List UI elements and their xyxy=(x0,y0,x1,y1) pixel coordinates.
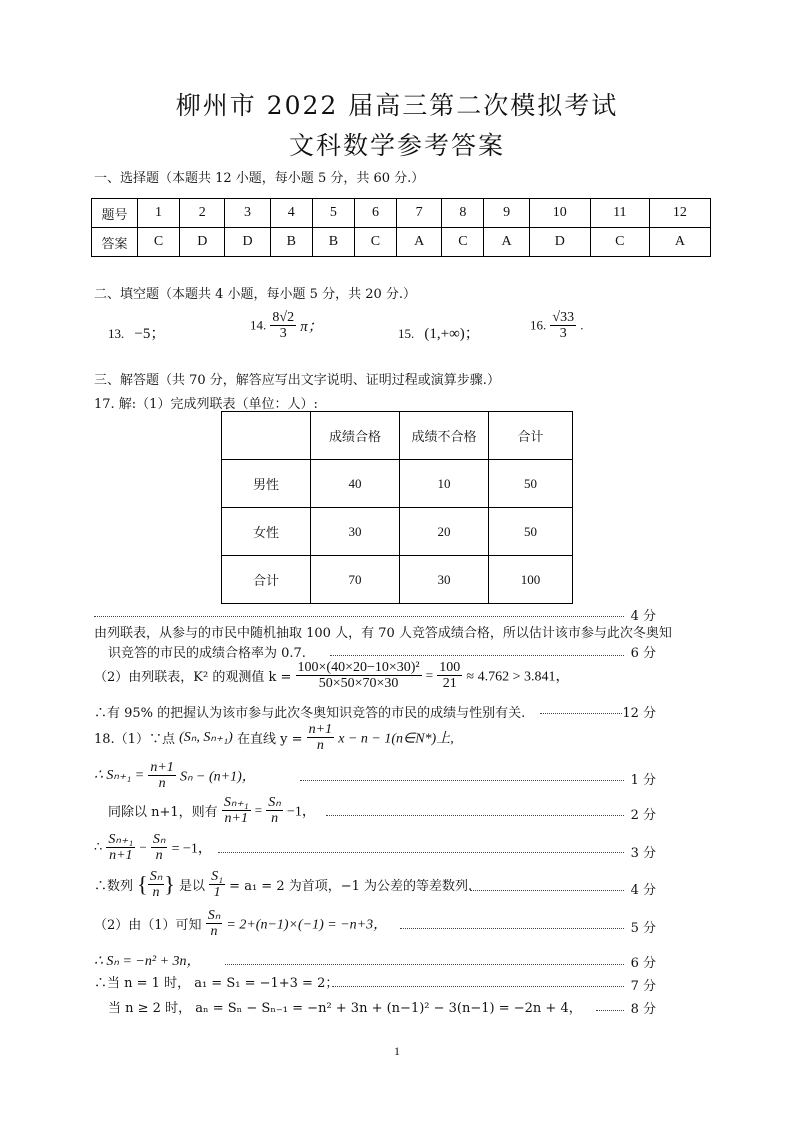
l3-prefix: 同除以 n+1，则有 xyxy=(108,805,218,820)
l5-fraction xyxy=(148,869,165,900)
l5-numerator: Sₙ xyxy=(149,869,163,884)
score-label: 2 分 xyxy=(630,808,656,823)
l3-fraction-1 xyxy=(222,795,251,826)
table-header-row xyxy=(222,412,573,460)
right-brace: } xyxy=(164,871,175,897)
q17-conclusion: ∴有 95% 的把握认为该市参与此次冬奥知识竞答的市民的成绩与性别有关. xyxy=(94,706,526,721)
q13-label: 13. xyxy=(108,326,125,341)
q18-line2 xyxy=(94,760,256,791)
l4-denominator-1: n+1 xyxy=(109,848,133,863)
score-label: 6 分 xyxy=(630,956,656,971)
leader-dots xyxy=(470,890,624,891)
table-cell: 50 xyxy=(489,508,573,556)
q18-suffix: x − n − 1(n∈N*)上, xyxy=(338,731,454,747)
l4-suffix: = −1， xyxy=(171,841,212,857)
slope-fraction xyxy=(307,722,334,753)
table-cell: 20 xyxy=(400,508,489,556)
q16-denominator: 3 xyxy=(559,326,567,341)
slope-denominator: n xyxy=(316,738,324,753)
q14-numerator: 8√2 xyxy=(272,310,295,325)
l2-prefix: ∴ Sₙ₊₁ = xyxy=(94,768,145,783)
l5-denominator: n xyxy=(152,885,160,900)
table-cell: 女性 xyxy=(222,508,311,556)
section-choice-heading: 一、选择题（本题共 12 小题，每小题 5 分，共 60 分.） xyxy=(94,171,425,186)
k2-numerator: 100×(40×20−10×30)² xyxy=(297,660,420,675)
q17-para1b: 识竞答的市民的成绩合格率为 0.7. xyxy=(108,646,306,661)
q18-line4 xyxy=(94,832,212,863)
q16-label: 16. xyxy=(530,317,547,333)
q13-answer: −5； xyxy=(134,326,166,342)
l3-numerator-1: Sₙ₊₁ xyxy=(223,795,249,810)
table-cell: D xyxy=(225,228,270,257)
l6-prefix: （2）由（1）可知 xyxy=(94,918,202,933)
row-label: 答案 xyxy=(92,228,138,257)
q17-intro: 17. 解:（1）完成列联表（单位：人）: xyxy=(94,397,318,412)
q18-line1 xyxy=(94,722,454,753)
l3-fraction-2 xyxy=(266,795,283,826)
table-row xyxy=(222,556,573,604)
table-cell: 2 xyxy=(180,199,225,228)
page-number: 1 xyxy=(394,1044,400,1058)
table-header xyxy=(222,412,311,460)
table-cell: 30 xyxy=(400,556,489,604)
score-label: 12 分 xyxy=(622,706,656,721)
score-label: 1 分 xyxy=(630,773,656,788)
q16-fraction xyxy=(550,310,576,341)
table-cell: A xyxy=(397,228,442,257)
q18-line3 xyxy=(108,795,316,826)
table-cell: 12 xyxy=(649,199,710,228)
q17-part2 xyxy=(94,660,569,691)
table-cell: 男性 xyxy=(222,460,311,508)
q14-label: 14. xyxy=(250,317,267,333)
l6-fraction xyxy=(206,908,223,939)
l3-denominator-1: n+1 xyxy=(224,811,248,826)
l4-fraction-2 xyxy=(151,832,168,863)
k2-fraction-2 xyxy=(437,660,462,691)
fill-q15 xyxy=(398,322,480,343)
q18-line5 xyxy=(94,869,472,900)
left-brace: { xyxy=(137,871,148,897)
l4-prefix: ∴ xyxy=(94,840,103,855)
q15-answer: (1,+∞)； xyxy=(424,326,480,342)
q14-denominator: 3 xyxy=(279,326,287,341)
l5-numerator-2: S₁ xyxy=(211,869,224,884)
l5-denominator-2: 1 xyxy=(213,885,221,900)
score-label: 4 分 xyxy=(630,609,656,624)
table-row xyxy=(222,508,573,556)
l6-suffix: = 2+(n−1)×(−1) = −n+3， xyxy=(226,917,388,933)
table-cell: 8 xyxy=(442,199,484,228)
table-cell: 10 xyxy=(400,460,489,508)
l4-numerator-2: Sₙ xyxy=(152,832,166,847)
slope-numerator: n+1 xyxy=(308,722,333,737)
q18-mid: 在直线 y = xyxy=(236,732,303,747)
l3-numerator-2: Sₙ xyxy=(268,795,281,810)
leader-dots xyxy=(596,1010,624,1011)
table-cell: 11 xyxy=(590,199,649,228)
l5-mid: 是以 xyxy=(179,879,206,894)
leader-dots xyxy=(326,815,624,816)
l5-suffix: = a₁ = 2 为首项，−1 为公差的等差数列. xyxy=(229,879,473,894)
table-cell: 70 xyxy=(311,556,400,604)
table-cell: A xyxy=(649,228,710,257)
q16-numerator: √33 xyxy=(552,310,575,325)
k2-result: ≈ 4.762 > 3.841， xyxy=(466,669,570,685)
l5-fraction-2 xyxy=(209,869,225,900)
k2-denominator: 50×50×70×30 xyxy=(318,676,399,691)
fill-q13 xyxy=(108,322,165,343)
q16-suffix: . xyxy=(580,317,584,333)
table-header: 合计 xyxy=(489,412,573,460)
fill-q16 xyxy=(530,310,583,341)
choice-answer-table xyxy=(91,198,711,257)
l6-denominator: n xyxy=(210,924,218,939)
q18-line7: ∴ Sₙ = −n² + 3n， xyxy=(94,954,201,969)
score-label: 7 分 xyxy=(630,979,656,994)
leader-dots xyxy=(540,713,622,714)
table-cell: 40 xyxy=(311,460,400,508)
l2-numerator: n+1 xyxy=(150,760,174,775)
q18-point: (Sₙ, Sₙ₊₁) xyxy=(179,730,233,745)
table-cell: D xyxy=(529,228,590,257)
table-cell: 7 xyxy=(397,199,442,228)
table-cell: 50 xyxy=(489,460,573,508)
table-cell: C xyxy=(138,228,180,257)
table-cell: 9 xyxy=(484,199,529,228)
leader-dots xyxy=(400,928,624,929)
q14-suffix: π； xyxy=(300,319,323,335)
equals-sign: = xyxy=(425,667,434,683)
score-label: 6 分 xyxy=(630,646,656,661)
table-cell: 10 xyxy=(529,199,590,228)
score-label: 3 分 xyxy=(630,846,656,861)
q18-line9: 当 n ≥ 2 时， aₙ = Sₙ − Sₙ₋₁ = −n² + 3n + (n−1)² − 3(n−1) = −2n + 4， xyxy=(108,1001,582,1016)
table-cell: C xyxy=(442,228,484,257)
table-cell: 100 xyxy=(489,556,573,604)
page-title: 柳州市 2022 届高三第二次模拟考试 xyxy=(175,91,619,120)
q18-line6 xyxy=(94,908,387,939)
l2-denominator: n xyxy=(158,776,166,791)
table-cell: 3 xyxy=(225,199,270,228)
leader-dots xyxy=(218,852,624,853)
k2-numerator-2: 100 xyxy=(439,660,461,675)
page-subtitle: 文科数学参考答案 xyxy=(288,131,505,160)
table-cell: C xyxy=(590,228,649,257)
score-label: 5 分 xyxy=(630,921,656,936)
k2-fraction xyxy=(296,660,422,691)
table-cell: 4 xyxy=(270,199,312,228)
l3-equals: = xyxy=(254,802,263,818)
choice-number-row xyxy=(92,199,711,228)
table-cell: 5 xyxy=(312,199,354,228)
row-label: 题号 xyxy=(92,199,138,228)
l4-numerator-1: Sₙ₊₁ xyxy=(108,832,134,847)
leader-dots xyxy=(300,780,624,781)
q18-line8: ∴当 n = 1 时， a₁ = S₁ = −1+3 = 2； xyxy=(94,976,339,991)
leader-dots xyxy=(330,655,624,656)
l2-fraction xyxy=(148,760,175,791)
l4-fraction-1 xyxy=(106,832,135,863)
section-fill-heading: 二、填空题（本题共 4 小题，每小题 5 分，共 20 分.） xyxy=(94,287,417,302)
q18-prefix: 18.（1）∵点 xyxy=(94,732,175,747)
table-header: 成绩合格 xyxy=(311,412,400,460)
l5-prefix: ∴数列 xyxy=(94,879,134,894)
leader-dots xyxy=(332,986,624,987)
l3-denominator-2: n xyxy=(271,811,279,826)
l4-denominator-2: n xyxy=(155,848,163,863)
q15-label: 15. xyxy=(398,326,415,341)
l4-minus: − xyxy=(139,839,147,855)
leader-dots xyxy=(94,616,624,617)
table-cell: D xyxy=(180,228,225,257)
choice-answer-row xyxy=(92,228,711,257)
l3-suffix: −1， xyxy=(287,804,316,820)
part2-prefix: （2）由列联表，K² 的观测值 k = xyxy=(94,670,292,685)
table-cell: 6 xyxy=(354,199,396,228)
q14-fraction xyxy=(270,310,296,341)
l2-suffix: Sₙ − (n+1)， xyxy=(179,769,256,785)
leader-dots xyxy=(225,964,624,965)
section-solve-heading: 三、解答题（共 70 分，解答应写出文字说明、证明过程或演算步骤.） xyxy=(94,373,500,388)
contingency-table xyxy=(221,411,573,604)
q17-para1: 由列联表，从参与的市民中随机抽取 100 人，有 70 人竞答成绩合格，所以估计该市参与此次冬奥知 xyxy=(94,626,672,641)
table-cell: B xyxy=(270,228,312,257)
table-cell: 合计 xyxy=(222,556,311,604)
table-cell: C xyxy=(354,228,396,257)
table-cell: 1 xyxy=(138,199,180,228)
fill-q14 xyxy=(250,310,323,341)
table-cell: A xyxy=(484,228,529,257)
score-label: 4 分 xyxy=(630,883,656,898)
table-row xyxy=(222,460,573,508)
l6-numerator: Sₙ xyxy=(207,908,221,923)
table-cell: B xyxy=(312,228,354,257)
score-label: 8 分 xyxy=(630,1002,656,1017)
table-cell: 30 xyxy=(311,508,400,556)
k2-denominator-2: 21 xyxy=(442,676,457,691)
table-header: 成绩不合格 xyxy=(400,412,489,460)
